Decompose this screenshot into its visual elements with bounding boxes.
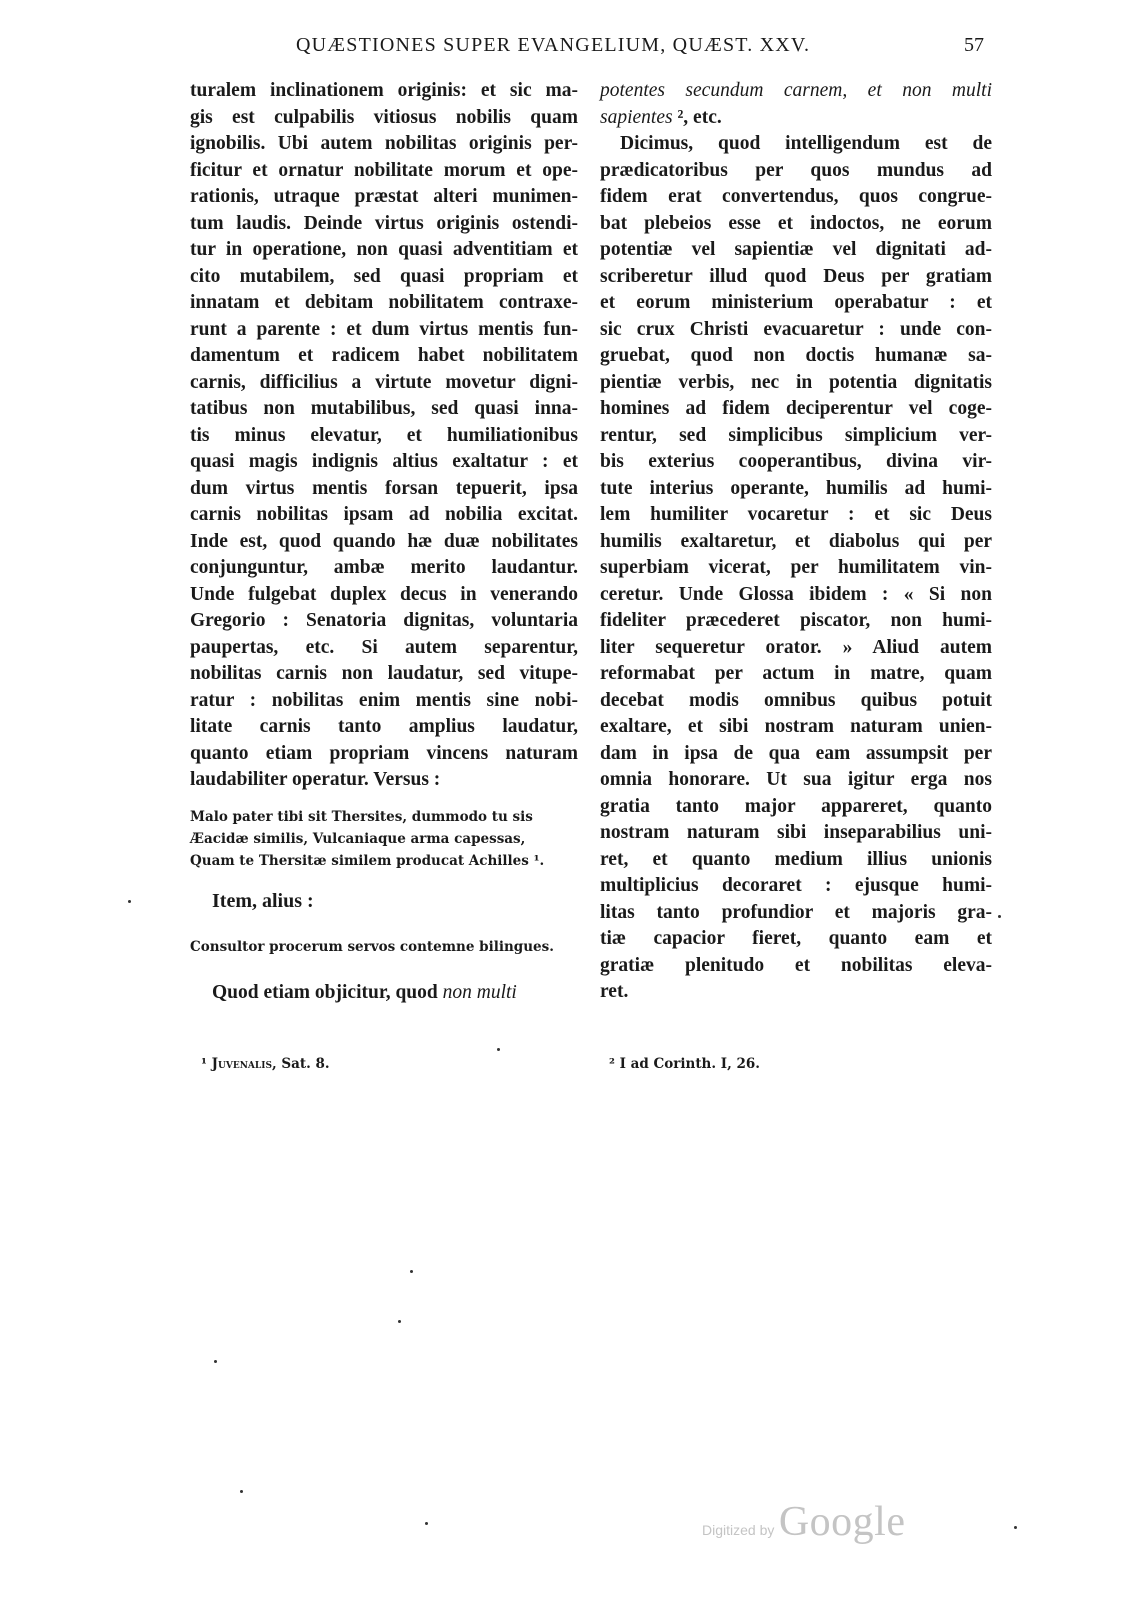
text-line: et eorum ministerium operabatur : et bbox=[600, 292, 992, 313]
text-line: multiplicius decoraret : ejusque humi- bbox=[600, 875, 992, 896]
text-line: carnis nobilitas ipsam ad nobilia excitat. bbox=[190, 504, 578, 525]
text-line: fidem erat convertendus, quos congrue- bbox=[600, 186, 992, 207]
text-line: cito mutabilem, sed quasi propriam et bbox=[190, 265, 578, 287]
text-line: pientiæ verbis, nec in potentia dignitatis bbox=[600, 371, 992, 393]
text-line: innatam et debitam nobilitatem contraxe- bbox=[190, 292, 578, 313]
text-line: rationis, utraque præstat alteri munimen- bbox=[190, 186, 578, 207]
running-head: QUÆSTIONES SUPER EVANGELIUM, QUÆST. XXV. bbox=[296, 34, 811, 56]
item-alius-line: Item, alius : bbox=[212, 889, 314, 912]
text-line: conjunguntur, ambæ merito laudantur. bbox=[190, 557, 578, 578]
text-line: ratur : nobilitas enim mentis sine nobi- bbox=[190, 689, 578, 711]
quod-line bbox=[190, 980, 578, 1007]
scan-speck bbox=[128, 900, 131, 903]
text-line: decebat modis omnibus quibus potuit bbox=[600, 689, 992, 711]
text-line: sic crux Christi evacuaretur : unde con- bbox=[600, 318, 992, 340]
text-line: tute interius operante, humilis ad humi- bbox=[600, 477, 992, 499]
text-line: tis minus elevatur, et humiliationibus bbox=[190, 424, 578, 446]
text-line: dam in ipsa de qua eam assumpsit per bbox=[600, 742, 992, 764]
text-line: rentur, sed simplicibus simplicium ver- bbox=[600, 424, 992, 446]
quod-prefix: Quod etiam objicitur, quod bbox=[212, 982, 443, 1003]
left-column bbox=[190, 78, 578, 1007]
footnote-author: Juvenalis bbox=[211, 1056, 272, 1072]
text-line: prædicatoribus per quos mundus ad bbox=[600, 159, 992, 181]
text-line: potentiæ vel sapientiæ vel dignitati ad- bbox=[600, 239, 992, 260]
text-line: humilis exaltaretur, et diabolus qui per bbox=[600, 530, 992, 552]
text-line: runt a parente : et dum virtus mentis fun- bbox=[190, 318, 578, 340]
text-line: Inde est, quod quando hæ duæ nobilitates bbox=[190, 530, 578, 552]
text-line: homines ad fidem deciperentur vel coge- bbox=[600, 398, 992, 419]
text-line: carnis, difficilius a virtute movetur digni- bbox=[190, 371, 578, 393]
text-line: dum virtus mentis forsan tepuerit, ipsa bbox=[190, 477, 578, 499]
text-line: quanto etiam propriam vincens naturam bbox=[190, 742, 578, 764]
text-line: Unde fulgebat duplex decus in venerando bbox=[190, 583, 578, 605]
scan-speck bbox=[214, 1360, 217, 1363]
text-line: exaltare, et sibi nostram naturam unien- bbox=[600, 716, 992, 737]
text-line: bat plebeios esse et indoctos, ne eorum bbox=[600, 212, 992, 234]
italic-quote-line: potentes secundum carnem, et non multi bbox=[600, 80, 992, 101]
text-line: lem humiliter vocaretur : et sic Deus bbox=[600, 504, 992, 525]
footnote-marker: ¹ bbox=[201, 1056, 207, 1072]
text-line: paupertas, etc. Si autem separentur, bbox=[190, 636, 578, 658]
scan-speck bbox=[1014, 1526, 1017, 1529]
footnote-right: ² I ad Corinth. I, 26. bbox=[609, 1056, 760, 1072]
text-line: quasi magis indignis altius exaltatur : et bbox=[190, 451, 578, 472]
text-line: gratia tanto major appareret, quanto bbox=[600, 795, 992, 817]
quod-italic: non multi bbox=[442, 982, 517, 1003]
text-line: nostram naturam sibi inseparabilius uni- bbox=[600, 822, 992, 843]
text-line: bis exterius cooperantibus, divina vir- bbox=[600, 451, 992, 472]
consultor-verse: Consultor procerum servos contemne bilingues. bbox=[190, 939, 554, 955]
scan-speck bbox=[410, 1270, 413, 1273]
text-line: litate carnis tanto amplius laudatur, bbox=[190, 716, 578, 737]
text-line: tum laudis. Deinde virtus originis ostendi- bbox=[190, 212, 578, 234]
text-line: Gregorio : Senatoria dignitas, voluntaria bbox=[190, 610, 578, 631]
text-line: nobilitas carnis non laudatur, sed vitupe- bbox=[190, 663, 578, 684]
verse-line: Quam te Thersitæ similem producat Achilles ¹. bbox=[190, 852, 545, 869]
text-line: fideliter præcederet piscator, non humi- bbox=[600, 610, 992, 631]
verse-line: Malo pater tibi sit Thersites, dummodo tu sis bbox=[190, 808, 533, 825]
scan-speck bbox=[425, 1522, 428, 1525]
right-column bbox=[600, 78, 992, 1006]
text-line: superbiam vicerat, per humilitatem vin- bbox=[600, 557, 992, 578]
text-line: liter sequeretur orator. » Aliud autem bbox=[600, 636, 992, 658]
italic-quote-word: sapientes bbox=[600, 106, 673, 128]
text-line: tur in operatione, non quasi adventitiam et bbox=[190, 239, 578, 260]
text-line: gruebat, quod non doctis humanæ sa- bbox=[600, 345, 992, 366]
left-paragraph bbox=[190, 78, 578, 794]
quote-ending: ², etc. bbox=[672, 106, 722, 128]
digitized-by-google-watermark bbox=[702, 1498, 905, 1546]
text-line: ceretur. Unde Glossa ibidem : « Si non bbox=[600, 583, 992, 605]
text-line: ficitur et ornatur nobilitate morum et ope- bbox=[190, 159, 578, 181]
watermark-prefix: Digitized by bbox=[702, 1522, 775, 1538]
footnote-reference: , Sat. 8. bbox=[271, 1056, 330, 1072]
google-logo: Google bbox=[778, 1499, 906, 1545]
scan-speck bbox=[398, 1320, 401, 1323]
scan-speck bbox=[240, 1490, 243, 1493]
text-line: ignobilis. Ubi autem nobilitas originis per- bbox=[190, 133, 578, 154]
text-line: litas tanto profundior et majoris gra- bbox=[600, 901, 992, 923]
text-line: tiæ capacior fieret, quanto eam et bbox=[600, 928, 992, 949]
text-line: ret. bbox=[600, 981, 629, 1002]
text-line: laudabiliter operatur. Versus : bbox=[190, 769, 441, 790]
text-line: gratiæ plenitudo et nobilitas eleva- bbox=[600, 954, 992, 976]
text-line: gis est culpabilis vitiosus nobilis quam bbox=[190, 106, 578, 128]
verse-quotation bbox=[190, 806, 578, 872]
italic-quote-line bbox=[600, 105, 992, 132]
text-line: scriberetur illud quod Deus per gratiam bbox=[600, 265, 992, 287]
page-number: 57 bbox=[964, 34, 984, 56]
text-line: reformabat per actum in matre, quam bbox=[600, 663, 992, 684]
verse-line: Æacidæ similis, Vulcaniaque arma capessas, bbox=[190, 830, 526, 847]
text-line: Dicimus, quod intelligendum est de bbox=[620, 133, 992, 154]
scan-speck bbox=[497, 1048, 500, 1051]
scan-speck bbox=[998, 915, 1001, 918]
footnote-left bbox=[201, 1056, 330, 1072]
text-line: tatibus non mutabilibus, sed quasi inna- bbox=[190, 398, 578, 419]
text-line: turalem inclinationem originis: et sic ma- bbox=[190, 80, 578, 101]
text-line: ret, et quanto medium illius unionis bbox=[600, 848, 992, 870]
text-line: omnia honorare. Ut sua igitur erga nos bbox=[600, 769, 992, 790]
text-line: damentum et radicem habet nobilitatem bbox=[190, 345, 578, 366]
